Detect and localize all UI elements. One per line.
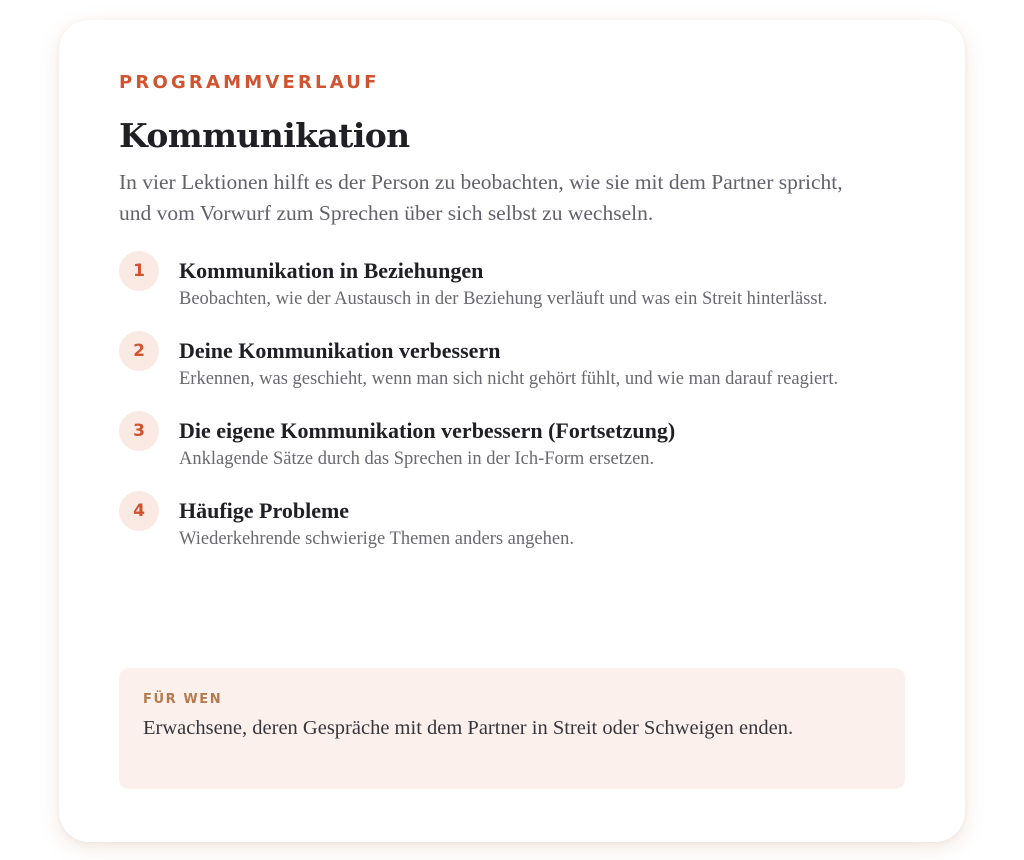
program-title: Kommunikation xyxy=(119,116,410,155)
lesson-item-3 xyxy=(119,411,905,473)
audience-text: Erwachsene, deren Gespräche mit dem Partner in Streit oder Schweigen enden. xyxy=(143,717,794,739)
lesson-description: Erkennen, was geschieht, wenn man sich nicht gehört fühlt, und wie man darauf reagiert. xyxy=(179,369,839,389)
program-intro: In vier Lektionen hilft es der Person zu beobachten, wie sie mit dem Partner spricht, und vom Vorwurf zum Sprechen über sich selbst zu wechseln. xyxy=(119,170,843,225)
lesson-number-badge: 1 xyxy=(119,251,159,291)
lesson-number-badge: 2 xyxy=(119,331,159,371)
lesson-item-2 xyxy=(119,331,905,393)
audience-label: FÜR WEN xyxy=(143,692,223,707)
program-card xyxy=(59,20,965,842)
lesson-description: Beobachten, wie der Austausch in der Beziehung verläuft und was ein Streit hinterlässt. xyxy=(179,289,828,309)
lesson-title: Deine Kommunikation verbessern xyxy=(179,338,501,363)
audience-box xyxy=(119,668,905,789)
lesson-description: Wiederkehrende schwierige Themen anders angehen. xyxy=(179,529,574,549)
lesson-list xyxy=(119,251,905,553)
section-eyebrow: PROGRAMMVERLAUF xyxy=(119,72,380,93)
lesson-number-badge: 3 xyxy=(119,411,159,451)
lesson-description: Anklagende Sätze durch das Sprechen in der Ich-Form ersetzen. xyxy=(179,449,655,469)
lesson-title: Kommunikation in Beziehungen xyxy=(179,258,484,283)
lesson-number-badge: 4 xyxy=(119,491,159,531)
lesson-item-1 xyxy=(119,251,905,313)
lesson-title: Häufige Probleme xyxy=(179,498,350,523)
lesson-item-4 xyxy=(119,491,905,553)
lesson-title: Die eigene Kommunikation verbessern (Fortsetzung) xyxy=(179,418,676,443)
